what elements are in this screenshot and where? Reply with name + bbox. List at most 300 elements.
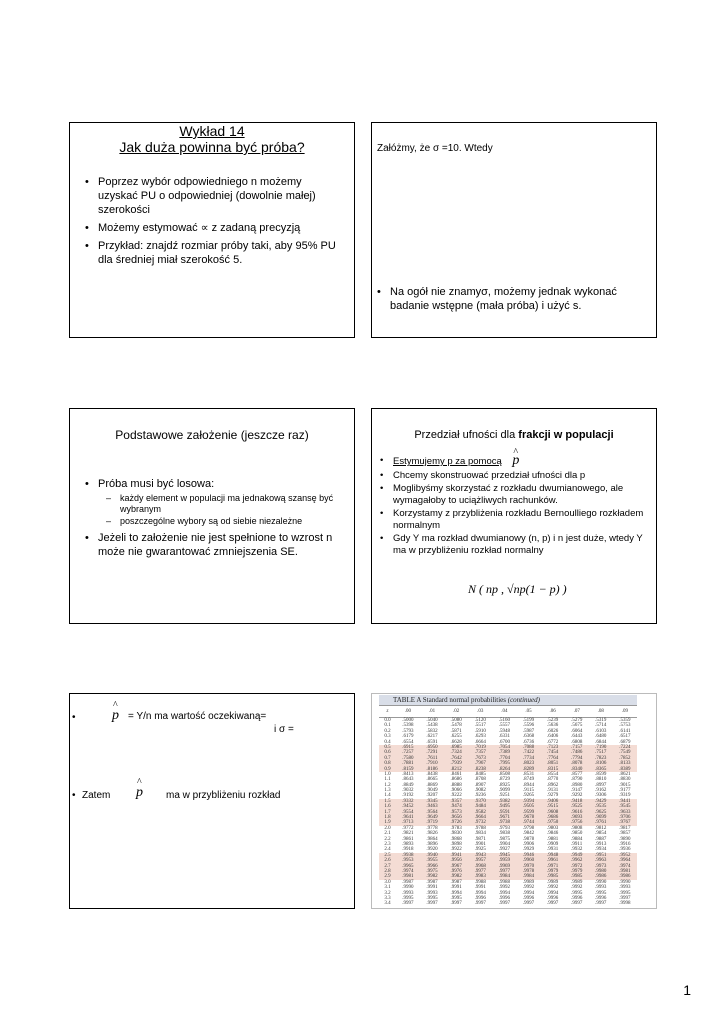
table-cell: .5793 <box>402 728 414 734</box>
table-cell: .8438 <box>426 771 438 777</box>
table-cell: .8665 <box>426 777 438 783</box>
table-cell: .9147 <box>571 788 583 794</box>
table-cell: .9664 <box>474 815 486 821</box>
table-cell: 0.0 <box>384 718 391 723</box>
table-header-cell: .02 <box>453 709 460 714</box>
table-cell: .9943 <box>474 852 486 858</box>
table-cell: .5636 <box>546 723 559 729</box>
table-cell: 1.0 <box>384 771 391 777</box>
table-cell: 0.3 <box>384 734 391 740</box>
table-cell: .5987 <box>522 728 535 734</box>
slide-4-title <box>372 427 656 443</box>
table-cell: .5871 <box>450 728 462 734</box>
table-cell: .6700 <box>498 739 510 745</box>
table-cell: .9875 <box>498 836 510 842</box>
table-cell: .9991 <box>474 885 486 891</box>
table-cell: .8962 <box>546 782 559 788</box>
table-cell: .9686 <box>546 815 559 821</box>
table-cell: .9418 <box>571 798 583 804</box>
slide-3-sub-bullets <box>98 493 344 527</box>
table-cell: 0.9 <box>384 766 391 772</box>
table-cell: .9099 <box>498 788 510 794</box>
table-cell: .9441 <box>619 798 631 804</box>
table-cell: .9177 <box>619 788 631 794</box>
table-cell: .9931 <box>546 847 559 853</box>
table-cell: .9032 <box>402 788 414 794</box>
table-cell: 2.8 <box>384 868 391 874</box>
table-cell: .9979 <box>571 868 583 874</box>
table-cell: .9953 <box>402 858 414 864</box>
table-cell: .9936 <box>619 847 631 853</box>
table-cell: .6808 <box>571 739 583 745</box>
table-cell: .9015 <box>619 782 631 788</box>
table-cell: .9972 <box>571 863 583 869</box>
table-cell: .9997 <box>619 895 631 901</box>
table-cell: .5910 <box>474 728 486 734</box>
table-cell: .9474 <box>450 804 462 810</box>
table-cell: .7088 <box>522 744 535 750</box>
table-cell: .5714 <box>595 723 607 729</box>
table-cell: .6331 <box>498 734 510 740</box>
table-cell: .9961 <box>546 858 559 864</box>
table-cell: .9995 <box>619 890 631 896</box>
table-header-cell: .07 <box>573 709 580 714</box>
table-cell: .8749 <box>522 777 535 783</box>
table-cell: .9901 <box>474 841 486 847</box>
table-cell: .8133 <box>619 761 631 767</box>
table-cell: .9573 <box>450 809 462 815</box>
table-cell: .9992 <box>522 885 535 891</box>
table-cell: .9678 <box>522 815 535 821</box>
table-cell: .6217 <box>426 734 438 740</box>
table-cell: .9345 <box>426 798 438 804</box>
table-cell: .7224 <box>619 744 631 750</box>
table-cell: .7324 <box>450 750 462 756</box>
table-cell: 2.7 <box>384 863 391 869</box>
slide-6 <box>371 693 657 909</box>
table-cell: .9292 <box>571 793 583 799</box>
table-cell: .9955 <box>426 858 438 864</box>
table-row <box>379 901 637 906</box>
table-cell: .9986 <box>619 874 631 880</box>
table-cell: .5319 <box>595 718 607 723</box>
table-cell: .8643 <box>402 777 414 783</box>
table-cell: .9987 <box>402 879 414 885</box>
table-cell: .6736 <box>522 739 535 745</box>
table-header-cell: z <box>386 709 389 714</box>
table-cell: .9222 <box>450 793 462 799</box>
table-cell: .9997 <box>595 901 607 907</box>
table-cell: .9990 <box>595 879 607 885</box>
table-cell: .5160 <box>498 718 510 723</box>
table-cell: .5398 <box>402 723 414 729</box>
table-cell: .9934 <box>595 847 607 853</box>
table-cell: .6772 <box>546 739 559 745</box>
table-cell: 3.3 <box>384 895 391 901</box>
table-cell: .9965 <box>402 863 414 869</box>
table-cell: .9929 <box>522 847 535 853</box>
table-cell: .9591 <box>498 809 510 815</box>
table-cell: .9956 <box>450 858 462 864</box>
table-cell: .9599 <box>522 809 535 815</box>
table-cell: .9830 <box>450 831 462 837</box>
table-header-cell: .06 <box>549 709 556 714</box>
slide-5-approx-text: ma w przybliżeniu rozkład <box>166 790 281 801</box>
table-cell: .9948 <box>546 852 559 858</box>
slide-3 <box>69 408 355 624</box>
table-cell: .5517 <box>474 723 486 729</box>
table-cell: 0.1 <box>384 723 391 729</box>
table-header-cell: .04 <box>501 709 508 714</box>
slide-4-bullet-estimate <box>377 455 649 468</box>
table-cell: .6368 <box>522 734 535 740</box>
table-cell: 1.5 <box>384 798 391 804</box>
table-cell: .9994 <box>498 890 510 896</box>
table-cell: .9993 <box>619 885 631 891</box>
normal-probability-table <box>379 695 637 907</box>
bullet-dot: • <box>72 712 76 723</box>
table-cell: .9793 <box>498 825 510 831</box>
table-cell: 1.4 <box>384 793 391 799</box>
slide-3-title: Podstawowe założenie (jeszcze raz) <box>115 428 309 442</box>
table-cell: .9236 <box>474 793 486 799</box>
slide-5-sigma-text: i σ = <box>274 724 294 735</box>
table-cell: .5948 <box>498 728 510 734</box>
slide-5-expected-text: = Y/n ma wartość oczekiwaną= <box>128 711 267 722</box>
table-cell: .9616 <box>571 809 583 815</box>
table-cell: .9988 <box>498 879 510 885</box>
table-cell: .7967 <box>474 761 486 767</box>
table-cell: .9940 <box>426 852 438 858</box>
table-cell: .9941 <box>450 852 462 858</box>
table-cell: .8925 <box>498 782 510 788</box>
table-cell: .9987 <box>426 879 438 885</box>
table-cell: .9996 <box>474 895 486 901</box>
table-cell: .9977 <box>474 868 486 874</box>
table-cell: .9706 <box>619 815 631 821</box>
table-cell: .9803 <box>546 825 559 831</box>
table-cell: .5239 <box>546 718 559 723</box>
table-cell: .9964 <box>619 858 631 864</box>
table-cell: .9985 <box>546 874 559 880</box>
table-cell: .9945 <box>498 852 510 858</box>
table-cell: .9525 <box>571 804 583 810</box>
table-cell: .9817 <box>619 825 631 831</box>
table-cell: .9319 <box>619 793 631 799</box>
table-cell: .9990 <box>402 885 414 891</box>
table-header-cell: .00 <box>404 709 412 714</box>
table-cell: .9767 <box>619 820 631 826</box>
table-cell: .7549 <box>619 750 631 756</box>
table-cell: 2.5 <box>384 852 391 858</box>
table-cell: 2.0 <box>384 825 391 831</box>
table-cell: .8264 <box>498 766 510 772</box>
bullet-dot: • <box>72 790 76 801</box>
slide-3-sub-bullet: – poszczególne wybory są od siebie niezależne <box>98 516 344 527</box>
table-cell: .9992 <box>498 885 510 891</box>
table-cell: .7939 <box>450 761 462 767</box>
table-cell: .8186 <box>426 766 438 772</box>
table-cell: .5120 <box>474 718 486 723</box>
table-cell: 3.2 <box>384 890 391 896</box>
table-cell: .6844 <box>595 739 607 745</box>
table-cell: .7019 <box>474 744 486 750</box>
table-cell: .9505 <box>522 804 535 810</box>
table-cell: .6664 <box>474 739 486 745</box>
slide-4-estimate-text: Estymujemy p za pomocą <box>393 456 502 467</box>
table-cell: .9989 <box>571 879 583 885</box>
table-cell: .7794 <box>571 755 583 761</box>
table-cell: .9987 <box>450 879 462 885</box>
table-cell: .9996 <box>498 895 510 901</box>
table-cell: .9994 <box>474 890 486 896</box>
table-cell: .9966 <box>426 863 438 869</box>
table-cell: .7910 <box>426 761 438 767</box>
table-cell: .8729 <box>498 777 510 783</box>
table-cell: .9981 <box>619 868 631 874</box>
table-cell: .7642 <box>450 755 462 761</box>
table-cell: 0.5 <box>384 744 391 750</box>
table-cell: .9893 <box>402 841 414 847</box>
table-cell: .7257 <box>402 750 414 756</box>
table-cell: 1.1 <box>384 777 391 783</box>
table-cell: .9992 <box>571 885 583 891</box>
table-cell: .7389 <box>498 750 510 756</box>
table-cell: .9738 <box>498 820 510 826</box>
table-cell: .9994 <box>522 890 535 896</box>
table-cell: .8997 <box>595 782 607 788</box>
table-cell: .9495 <box>498 804 510 810</box>
table-cell: .8790 <box>571 777 583 783</box>
table-cell: 0.6 <box>384 750 391 756</box>
table-cell: .9850 <box>571 831 583 837</box>
table-cell: .9988 <box>474 879 486 885</box>
table-cell: .9251 <box>498 793 510 799</box>
table-cell: .9984 <box>522 874 535 880</box>
table-cell: .9049 <box>426 788 438 794</box>
slide-4-title-prefix: Przedział ufności dla <box>414 429 519 441</box>
slide-3-bullets <box>82 477 344 563</box>
table-title-text: TABLE A Standard normal probabilities <box>393 696 506 704</box>
table-cell: 0.8 <box>384 761 391 767</box>
table-cell: .9918 <box>402 847 414 853</box>
table-cell: .9980 <box>595 868 607 874</box>
slide-1-title <box>70 123 354 155</box>
table-cell: .7704 <box>498 755 510 761</box>
table-cell: .9990 <box>619 879 631 885</box>
table-cell: .8869 <box>426 782 438 788</box>
table-cell: .8389 <box>619 766 631 772</box>
table-cell: .9370 <box>474 798 486 804</box>
table-cell: .8621 <box>619 771 631 777</box>
table-cell: 1.8 <box>384 815 391 821</box>
table-cell: .9452 <box>402 804 414 810</box>
table-cell: 1.2 <box>384 782 391 788</box>
table-cell: .9864 <box>426 836 438 842</box>
table-cell: .6026 <box>546 728 559 734</box>
table-cell: .5832 <box>426 728 438 734</box>
table-cell: .9904 <box>498 841 510 847</box>
table-cell: .9962 <box>571 858 583 864</box>
table-cell: 2.4 <box>384 847 391 853</box>
table-cell: .7995 <box>498 761 510 767</box>
table-cell: .9998 <box>619 901 631 907</box>
table-cell: .7454 <box>546 750 559 756</box>
table-cell: .9265 <box>522 793 535 799</box>
table-cell: 3.4 <box>384 901 391 907</box>
table-cell: .9382 <box>498 798 510 804</box>
normal-distribution-formula: N ( np , √np(1 − p) ) <box>468 582 567 596</box>
table-cell: .9969 <box>498 863 510 869</box>
table-cell: .8485 <box>474 771 486 777</box>
slide-2-bullets <box>374 285 650 317</box>
table-cell: .9949 <box>571 852 583 858</box>
table-cell: .9946 <box>522 852 535 858</box>
table-cell: .9772 <box>402 825 414 831</box>
table-cell: .9633 <box>619 809 631 815</box>
table-cell: .9991 <box>450 885 462 891</box>
table-cell: .9066 <box>450 788 462 794</box>
table-cell: .9881 <box>546 836 559 842</box>
table-cell: .9994 <box>450 890 462 896</box>
table-cell: .8531 <box>522 771 535 777</box>
table-cell: .9871 <box>474 836 486 842</box>
slide-5 <box>69 693 355 909</box>
table-cell: .9960 <box>522 858 535 864</box>
slide-2 <box>371 122 657 338</box>
table-cell: .9932 <box>571 847 583 853</box>
table-cell: .9994 <box>546 890 559 896</box>
table-cell: .9992 <box>546 885 559 891</box>
table-cell: .9997 <box>474 901 486 907</box>
table-cell: .9082 <box>474 788 486 794</box>
table-cell: .8365 <box>595 766 607 772</box>
table-cell: .9927 <box>498 847 510 853</box>
table-cell: .9761 <box>595 820 607 826</box>
table-cell: .9884 <box>571 836 583 842</box>
table-cell: .9906 <box>522 841 535 847</box>
table-cell: .9192 <box>402 793 414 799</box>
table-cell: .9974 <box>619 863 631 869</box>
table-cell: .9429 <box>595 798 607 804</box>
table-cell: .8023 <box>522 761 535 767</box>
table-cell: .9989 <box>546 879 559 885</box>
slide-1-bullet: • Przykład: znajdź rozmiar próby taki, aby 95% PU dla średniej miał szerokość 5. <box>82 239 344 267</box>
table-cell: .8907 <box>474 782 486 788</box>
table-cell: .9997 <box>571 901 583 907</box>
table-cell: .6406 <box>546 734 559 740</box>
table-cell: .7611 <box>426 755 438 761</box>
table-cell: .7486 <box>571 750 583 756</box>
table-title-italic: (continued) <box>507 696 540 704</box>
table-cell: .9890 <box>619 836 631 842</box>
table-cell: .9974 <box>402 868 414 874</box>
table-cell: .9788 <box>474 825 486 831</box>
table-cell: .5438 <box>426 723 438 729</box>
table-cell: .9798 <box>522 825 535 831</box>
slide-4 <box>371 408 657 624</box>
table-cell: .8810 <box>595 777 607 783</box>
table-cell: .9868 <box>450 836 462 842</box>
slide-4-bullets <box>377 455 649 558</box>
table-cell: .9857 <box>619 831 631 837</box>
table-cell: .9846 <box>546 831 559 837</box>
table-cell: .7517 <box>595 750 607 756</box>
table-cell: 2.6 <box>384 858 391 864</box>
table-cell: .9938 <box>402 852 414 858</box>
table-cell: .9986 <box>595 874 607 880</box>
table-cell: .9812 <box>595 825 607 831</box>
slide-2-intro: Załóżmy, że σ =10. Wtedy <box>377 143 493 154</box>
table-cell: .7673 <box>474 755 486 761</box>
table-cell: .5596 <box>522 723 535 729</box>
table-cell: 0.4 <box>384 739 391 745</box>
table-cell: .8159 <box>402 766 414 772</box>
table-cell: .8708 <box>474 777 486 783</box>
table-cell: .9608 <box>546 809 559 815</box>
table-cell: .9967 <box>450 863 462 869</box>
table-cell: .9993 <box>426 890 438 896</box>
table-cell: .9719 <box>426 820 438 826</box>
slide-1-title-line1: Wykład 14 <box>179 123 245 139</box>
table-cell: .7190 <box>595 744 607 750</box>
table-cell: .8577 <box>571 771 583 777</box>
table-cell: .9545 <box>619 804 631 810</box>
table-cell: .9995 <box>595 890 607 896</box>
slide-1-bullet: • Możemy estymować ∝ z zadaną precyzją <box>82 221 344 235</box>
table-cell: .9854 <box>595 831 607 837</box>
table-cell: 3.1 <box>384 885 391 891</box>
table-cell: .9306 <box>595 793 607 799</box>
table-cell: .9463 <box>426 804 438 810</box>
table-cell: .5279 <box>571 718 583 723</box>
table-cell: .9975 <box>426 868 438 874</box>
table-cell: 1.9 <box>384 820 391 826</box>
table-cell: .9911 <box>571 841 583 847</box>
table-cell: .6950 <box>426 744 438 750</box>
table-cell: .6179 <box>402 734 414 740</box>
table-cell: .9981 <box>402 874 414 880</box>
table-cell: .9699 <box>595 815 607 821</box>
table-cell: .6591 <box>426 739 438 745</box>
table-title <box>379 695 637 705</box>
table-cell: .9959 <box>498 858 510 864</box>
table-cell: 1.7 <box>384 809 391 815</box>
table-cell: .9649 <box>426 815 438 821</box>
table-cell: .5080 <box>450 718 462 723</box>
table-cell: .9641 <box>402 815 414 821</box>
table-cell: .9878 <box>522 836 535 842</box>
table-cell: .9976 <box>450 868 462 874</box>
table-cell: .9656 <box>450 815 462 821</box>
table-cell: .7734 <box>522 755 535 761</box>
table-cell: .8289 <box>522 766 535 772</box>
table-cell: .6293 <box>474 734 486 740</box>
table-cell: .9979 <box>546 868 559 874</box>
table-cell: .9977 <box>498 868 510 874</box>
table-cell: 2.2 <box>384 836 391 842</box>
table-cell: .9115 <box>522 788 535 794</box>
table-cell: .9834 <box>474 831 486 837</box>
table-cell: .9713 <box>402 820 414 826</box>
table-cell: .9564 <box>426 809 438 815</box>
slide-5-then-label: Zatem <box>82 790 111 801</box>
table-cell: .9842 <box>522 831 535 837</box>
page-number: 1 <box>683 982 691 998</box>
table-cell: .8212 <box>450 766 462 772</box>
table-cell: .9671 <box>498 815 510 821</box>
table-cell: .9778 <box>426 825 438 831</box>
